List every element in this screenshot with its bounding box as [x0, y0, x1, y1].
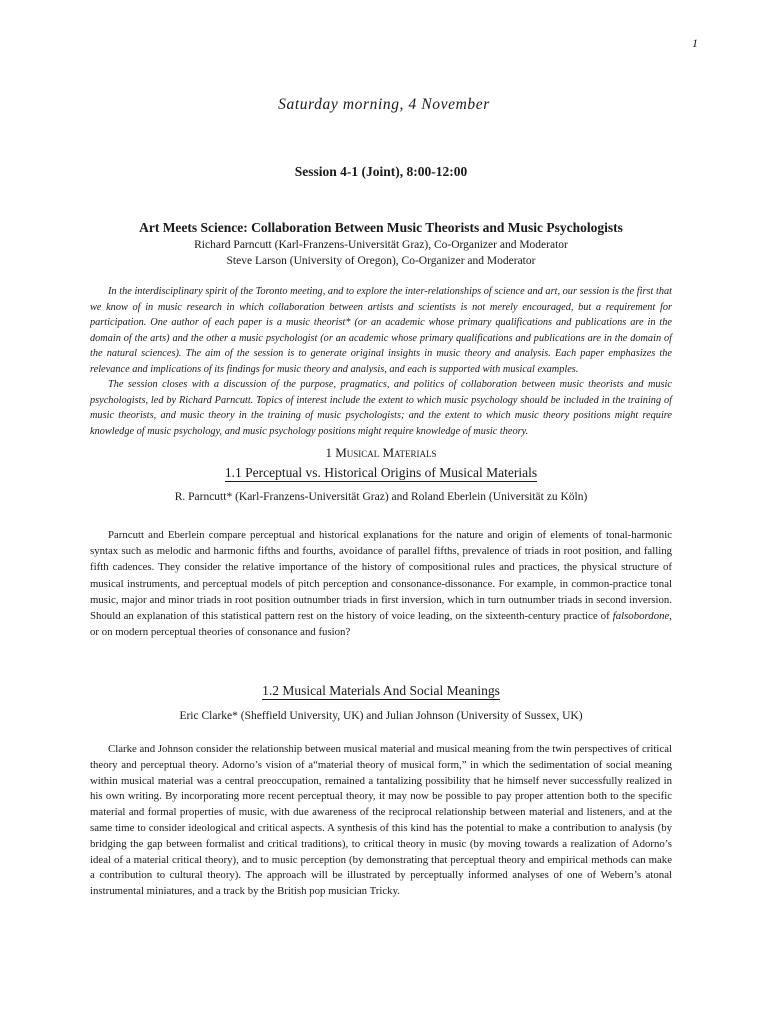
abstract-text: Parncutt and Eberlein compare perceptual and historical explanations for the nature and origin of elements of tonal-harmonic syntax such as melodic and harmonic fifths and fourths, avoidance of parallel fifths, prevalence of triads in root position, and falling fifth cadences. They consider the relative importance of the history of compositional rules and practices, the physical structure of musical instruments, and perceptual models of pitch perception and consonance-dissonance. For example, in common-practice tonal music, major and minor triads in root position outnumber triads in first inversion, which in turn outnumber triads in second inversion. Should an explanation of this statistical pattern rest on the history of voice leading, on the sixteenth-century practice of: [90, 529, 672, 623]
organizer-line: Richard Parncutt (Karl-Franzens-Universität Graz), Co-Organizer and Moderator: [194, 239, 568, 251]
page-number: 1: [692, 36, 698, 50]
organizer-line: Steve Larson (University of Oregon), Co-Organizer and Moderator: [226, 255, 536, 267]
abstract-paragraph: [90, 527, 672, 640]
paper-title-text: 1.2 Musical Materials And Social Meanings: [262, 683, 500, 698]
abstract-paragraph: Clarke and Johnson consider the relationship between musical material and musical meaning from the twin perspectives of critical theory and perceptual theory. Adorno’s vision of a“material theory of musical form,” in which the sedimentation of social meaning within musical material was a central preoccupation, remained a tantalizing possibility that he himself never successfully realized in his own writing. By incorporating more recent perceptual theory, it may now be possible to pay proper attention both to the specific material and formal properties of music, with due awareness of the reciprocal relationship between material and listeners, and at the same time to consider ideological and critical aspects. A synthesis of this kind has the potential to make a contribution to analysis (by bridging the gap between formalist and critical traditions), to critical theory in music (by moving towards a realization of Adorno’s ideal of a material critical theory), and to music perception (by demonstrating that perceptual theory and empirical methods can make a contribution to cultural theory). The approach will be illustrated by perceptually informed analyses of one of Webern’s atonal instrumental miniatures, and a track by the British pop musician Tricky.: [90, 743, 672, 898]
paper-title-text: 1.1 Perceptual vs. Historical Origins of Musical Materials: [224, 465, 538, 480]
abstract-text: , or on modern perceptual theories of consonance and fusion?: [90, 610, 672, 639]
abstract-italic-term: falsobordone: [612, 610, 670, 623]
paper-authors: Eric Clarke* (Sheffield University, UK) and Julian Johnson (University of Sussex, UK): [179, 710, 583, 722]
paper-title: [90, 683, 672, 699]
section-heading: [90, 445, 672, 461]
paper-authors: R. Parncutt* (Karl-Franzens-Universität Graz) and Roland Eberlein (Universität zu Köln): [174, 491, 588, 503]
paper-abstract: [90, 527, 672, 640]
section-title: Musical Materials: [335, 445, 437, 460]
paper-abstract: [90, 742, 672, 900]
session-intro: [90, 284, 672, 439]
paper-title: [90, 465, 672, 481]
session-heading: Session 4-1 (Joint), 8:00-12:00: [294, 164, 468, 179]
section-number: 1: [325, 445, 332, 460]
day-title: Saturday morning, 4 November: [278, 96, 490, 113]
session-title: Art Meets Science: Collaboration Between Music Theorists and Music Psychologists: [139, 220, 623, 235]
intro-paragraph: The session closes with a discussion of the purpose, pragmatics, and politics of collaboration between music theorists and music psychologists, led by Richard Parncutt. Topics of interest include the extent to which music psychology should be included in the training of music theorists, and music theory in the training of music psychologists; and the extent to which music theory positions might require knowledge of music psychology, and music psychology positions might require knowledge of music theory.: [90, 379, 672, 437]
intro-paragraph: In the interdisciplinary spirit of the Toronto meeting, and to explore the inter-relationships of science and art, our session is the first that we know of in music research in which collaboration between artists and scientists is not merely encouraged, but a requirement for participation. One author of each paper is a music theorist* (or an academic whose primary qualifications and publications are in the domain of the arts) and the other a music psychologist (or an academic whose primary qualifications and publications are in the domain of the natural sciences). The aim of the session is to generate original insights in music theory and analysis. Each paper emphasizes the relevance and implications of its findings for music theory and analysis, and each is supported with musical examples.: [90, 286, 672, 375]
